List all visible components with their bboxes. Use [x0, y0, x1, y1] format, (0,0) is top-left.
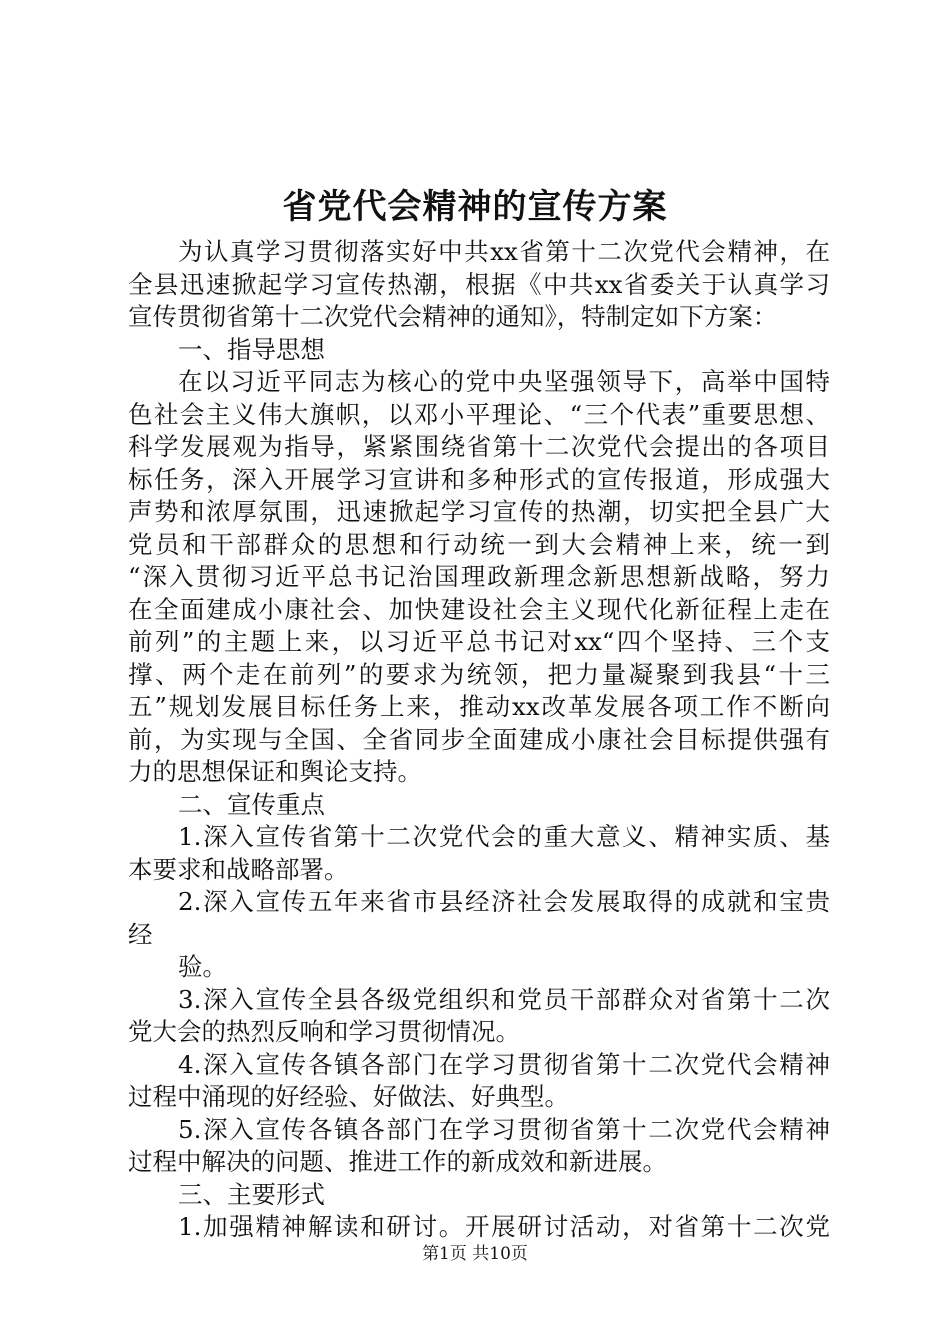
- text-line: 前列”的主题上来，以习近平总书记对xx“四个坚持、三个支: [128, 627, 830, 656]
- text-line: 力的思想保证和舆论支持。: [128, 757, 422, 786]
- document-title: 省党代会精神的宣传方案: [282, 187, 668, 227]
- text-line: 声势和浓厚氛围，迅速掀起学习宣传的热潮，切实把全县广大: [128, 497, 830, 526]
- text-line: 全县迅速掀起学习宣传热潮，根据《中共xx省委关于认真学习: [128, 269, 830, 299]
- text-line: 经: [128, 919, 153, 949]
- text-line: 1.加强精神解读和研讨。开展研讨活动，对省第十二次党: [178, 1212, 830, 1241]
- text-line: “深入贯彻习近平总书记治国理政新理念新思想新战略，努力: [128, 562, 830, 591]
- page-number-footer: 第1页 共10页: [422, 1244, 528, 1264]
- text-line: 在以习近平同志为核心的党中央坚强领导下，高举中国特: [178, 367, 830, 396]
- text-line: 5.深入宣传各镇各部门在学习贯彻省第十二次党代会精神: [178, 1114, 830, 1144]
- text-line: 过程中解决的问题、推进工作的新成效和新进展。: [128, 1147, 667, 1176]
- text-line: 一、指导思想: [178, 334, 325, 364]
- text-line: 在全面建成小康社会、加快建设社会主义现代化新征程上走在: [128, 594, 830, 624]
- text-line: 科学发展观为指导，紧紧围绕省第十二次党代会提出的各项目: [128, 432, 830, 461]
- text-line: 色社会主义伟大旗帜，以邓小平理论、“三个代表”重要思想、: [128, 399, 830, 429]
- text-line: 为认真学习贯彻落实好中共xx省第十二次党代会精神，在: [178, 237, 830, 266]
- text-line: 3.深入宣传全县各级党组织和党员干部群众对省第十二次: [178, 984, 830, 1014]
- text-line: 二、宣传重点: [178, 789, 325, 819]
- text-line: 撑、两个走在前列”的要求为统领，把力量凝聚到我县“十三: [128, 659, 830, 689]
- text-line: 五”规划发展目标任务上来，推动xx改革发展各项工作不断向: [128, 692, 830, 721]
- text-line: 前，为实现与全国、全省同步全面建成小康社会目标提供强有: [128, 724, 830, 754]
- text-line: 验。: [178, 952, 227, 981]
- text-line: 过程中涌现的好经验、好做法、好典型。: [128, 1082, 569, 1111]
- text-line: 党大会的热烈反响和学习贯彻情况。: [128, 1017, 520, 1046]
- text-line: 2.深入宣传五年来省市县经济社会发展取得的成就和宝贵: [178, 887, 830, 916]
- document-body: [128, 236, 830, 1244]
- text-line: 三、主要形式: [178, 1179, 325, 1209]
- text-line: 1.深入宣传省第十二次党代会的重大意义、精神实质、基: [178, 822, 830, 851]
- text-line: 4.深入宣传各镇各部门在学习贯彻省第十二次党代会精神: [178, 1049, 830, 1079]
- text-line: 标任务，深入开展学习宣讲和多种形式的宣传报道，形成强大: [128, 464, 830, 494]
- text-line: 党员和干部群众的思想和行动统一到大会精神上来，统一到: [128, 529, 830, 559]
- text-line: 宣传贯彻省第十二次党代会精神的通知》，特制定如下方案：: [128, 302, 778, 331]
- text-line: 本要求和战略部署。: [128, 854, 349, 884]
